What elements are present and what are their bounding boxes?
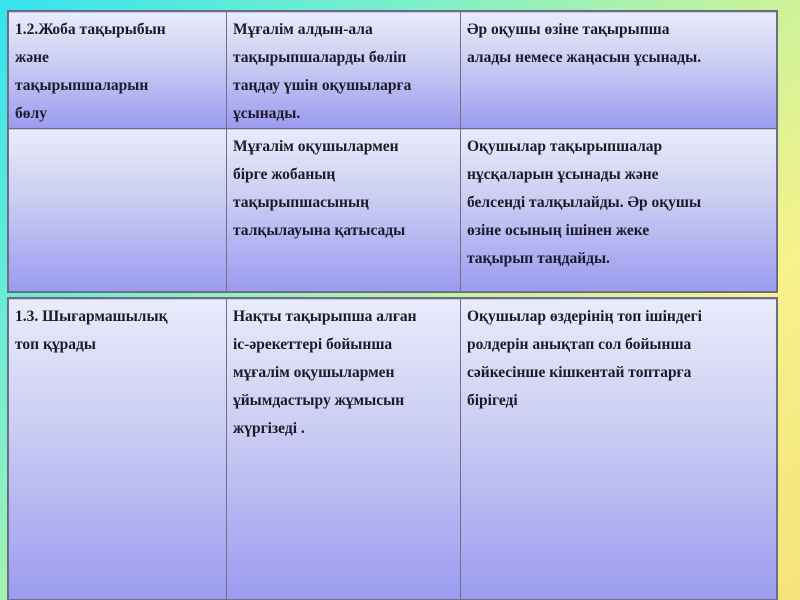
- teacher-text: Нақты тақырыпша алған іс-әрекеттері бойынша мұғалім оқушылармен ұйымдастыру жұмысын жүргізеді .: [233, 308, 417, 437]
- teacher-text: Мұғалім алдын-ала тақырыпшаларды бөліп таңдау үшін оқушыларға ұсынады.: [233, 21, 412, 122]
- table-row: [9, 12, 777, 129]
- stage-text: 1.2.Жоба тақырыбын және тақырыпшаларын бөлу: [15, 21, 166, 122]
- teacher-cell: [227, 129, 461, 292]
- stage-cell: [9, 299, 227, 600]
- teacher-cell: [227, 12, 461, 129]
- student-text: Әр оқушы өзіне тақырыпша алады немесе жаңасын ұсынады.: [467, 21, 702, 66]
- stage-table-2: [8, 298, 777, 600]
- stage-table-1: [8, 11, 777, 292]
- teacher-cell: [227, 299, 461, 600]
- stage-text: 1.3. Шығармашылық топ құрады: [15, 308, 168, 353]
- stage-cell: [9, 129, 227, 292]
- teacher-text: Мұғалім оқушылармен бірге жобаның тақырыпшасының талқылауына қатысады: [233, 138, 406, 239]
- table-row: [9, 299, 777, 600]
- table-row: [9, 129, 777, 292]
- student-cell: [461, 12, 777, 129]
- student-text: Оқушылар өздерінің топ ішіндегі ролдерін анықтап сол бойынша сәйкесінше кішкентай топтарға бірігеді: [467, 308, 702, 409]
- stage-cell: [9, 12, 227, 129]
- student-cell: [461, 299, 777, 600]
- student-text: Оқушылар тақырыпшалар нұсқаларын ұсынады және белсенді талқылайды. Әр оқушы өзіне осының ішінен жеке тақырып таңдайды.: [467, 138, 702, 267]
- student-cell: [461, 129, 777, 292]
